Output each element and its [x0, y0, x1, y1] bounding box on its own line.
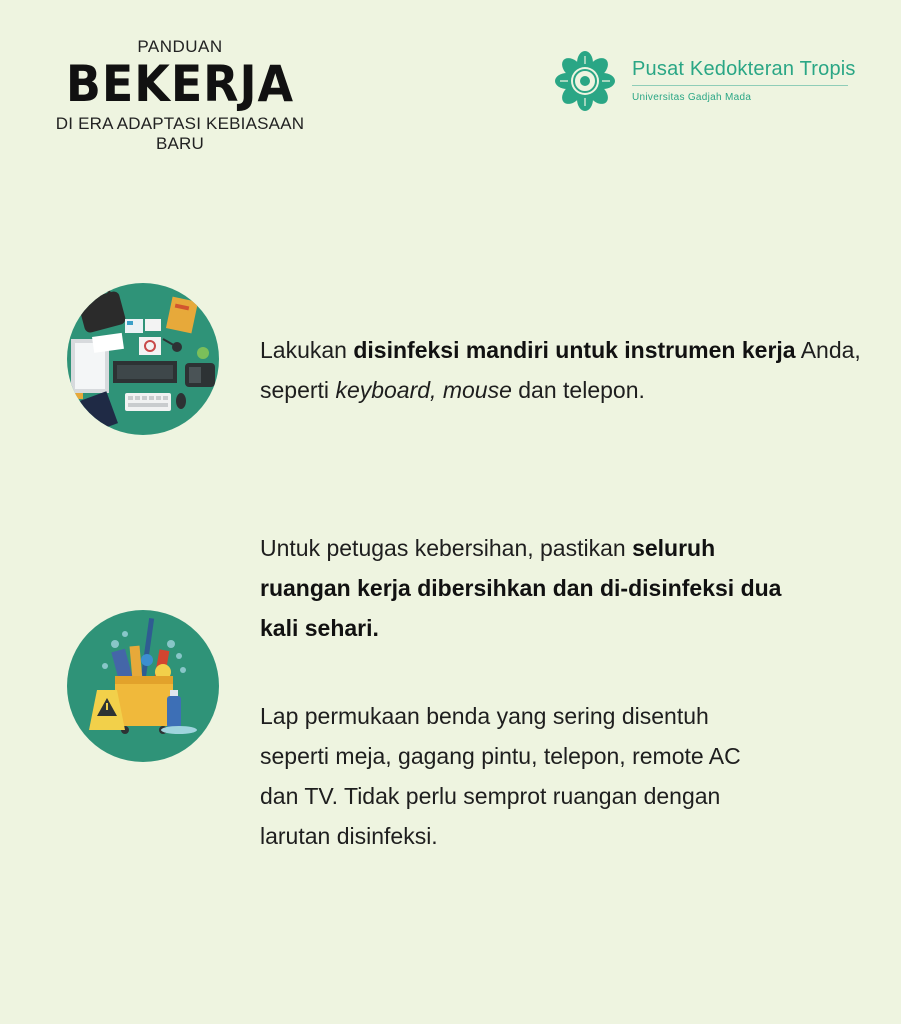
- text-segment: Untuk petugas kebersihan, pastikan: [260, 535, 633, 561]
- cleaning-supplies-icon: [67, 610, 219, 762]
- logo-name: Pusat Kedokteran Tropis: [632, 58, 856, 80]
- ugm-emblem-icon: [554, 50, 616, 112]
- logo-institution: Universitas Gadjah Mada: [632, 92, 752, 103]
- instruction-wipe-surfaces: Lap permukaan benda yang sering disentuh seperti meja, gagang pintu, telepon, remote AC dan TV. Tidak perlu semprot ruangan dengan larutan disinfeksi.: [260, 703, 741, 849]
- instruction-disinfect-instruments: [260, 330, 880, 410]
- page-title: BEKERJA: [65, 55, 295, 113]
- text-segment: dan telepon.: [511, 377, 645, 403]
- office-desk-icon: [67, 283, 219, 435]
- page-subtitle: DI ERA ADAPTASI KEBIASAAN BARU: [55, 114, 305, 153]
- title-top-label: PANDUAN: [137, 37, 223, 56]
- institution-logo: [554, 50, 854, 114]
- logo-divider: [632, 85, 848, 86]
- instruction-cleaning-staff: [260, 528, 800, 648]
- text-emphasis: seluruh ruangan kerja dibersihkan dan di-disinfeksi dua kali sehari.: [260, 535, 782, 641]
- text-emphasis: disinfeksi mandiri untuk instrumen kerja: [353, 337, 796, 363]
- text-italic: keyboard, mouse: [335, 377, 512, 403]
- title-block: [30, 38, 330, 154]
- text-segment: Anda, seperti: [260, 337, 861, 403]
- text-segment: Lakukan: [260, 337, 354, 363]
